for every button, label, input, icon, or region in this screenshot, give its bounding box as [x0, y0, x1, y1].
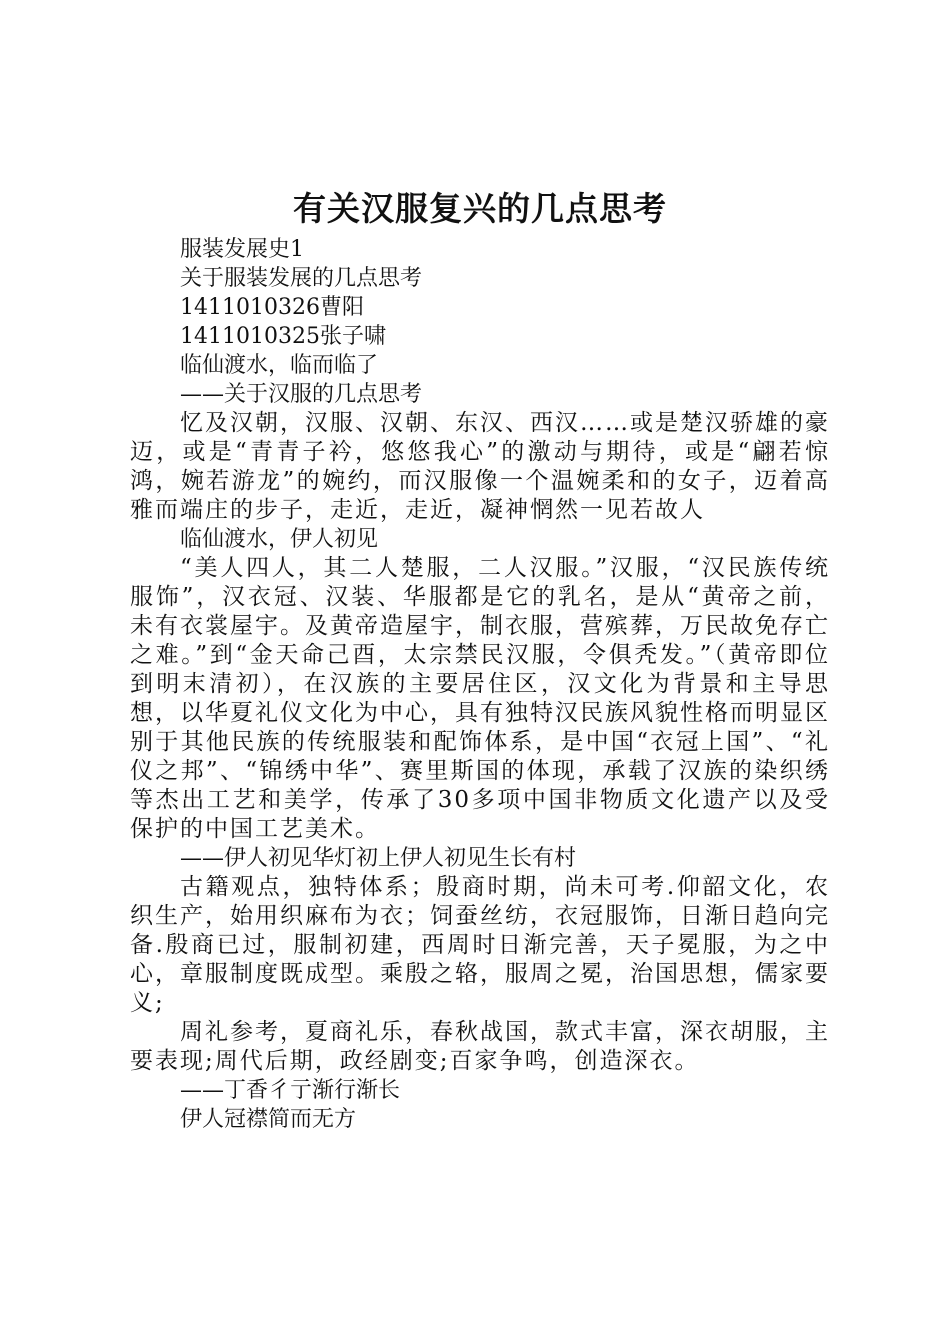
- paragraph: 古籍观点，独特体系；殷商时期，尚未可考.仰韶文化，农织生产，始用织麻布为衣；饲蚕丝纺，衣冠服饰，日渐日趋向完备.殷商已过，服制初建，西周时日渐完善，天子冕服，为之中心，章服制度既成型。乘殷之辂，服周之冕，治国思想，儒家要义;: [130, 874, 830, 1016]
- text-line: ——关于汉服的几点思考: [180, 382, 423, 407]
- text-line: 服装发展史1: [180, 237, 304, 262]
- text-line: 1411010326曹阳: [180, 295, 364, 320]
- document-page: [130, 185, 830, 1134]
- section-heading: ——伊人初见华灯初上伊人初见生长有村: [180, 846, 577, 871]
- document-title: 有关汉服复兴的几点思考: [293, 189, 667, 228]
- section-heading: ——丁香彳亍渐行渐长: [180, 1078, 401, 1103]
- paragraph: 忆及汉朝，汉服、汉朝、东汉、西汉……或是楚汉骄雄的豪迈，或是“青青子衿，悠悠我心”的激动与期待，或是“翩若惊鸿，婉若游龙”的婉约，而汉服像一个温婉柔和的女子，迈着高雅而端庄的步子，走近，走近，凝神惘然一见若故人: [130, 410, 830, 523]
- text-line: 1411010325张子啸: [180, 324, 386, 349]
- text-line: 关于服装发展的几点思考: [180, 266, 423, 291]
- section-heading: 伊人冠襟简而无方: [180, 1107, 357, 1132]
- paragraph: 周礼参考，夏商礼乐，春秋战国，款式丰富，深衣胡服，主要表现;周代后期，政经剧变;百家争鸣，创造深衣。: [130, 1019, 830, 1074]
- section-heading: 临仙渡水，伊人初见: [180, 527, 379, 552]
- paragraph: “美人四人，其二人楚服，二人汉服。”汉服，“汉民族传统服饰”，汉衣冠、汉装、华服都是它的乳名，是从“黄帝之前，未有衣裳屋宇。及黄帝造屋宇，制衣服，营殡葬，万民故免存亡之难。”到“金天命己酉，太宗禁民汉服，令俱秃发。”（黄帝即位到明末清初），在汉族的主要居住区，汉文化为背景和主导思想，以华夏礼仪文化为中心，具有独特汉民族风貌性格而明显区别于其他民族的传统服装和配饰体系，是中国“衣冠上国”、“礼仪之邦”、“锦绣中华”、赛里斯国的体现，承载了汉族的染织绣等杰出工艺和美学，传承了30多项中国非物质文化遗产以及受保护的中国工艺美术。: [130, 555, 830, 842]
- text-line: 临仙渡水，临而临了: [180, 353, 379, 378]
